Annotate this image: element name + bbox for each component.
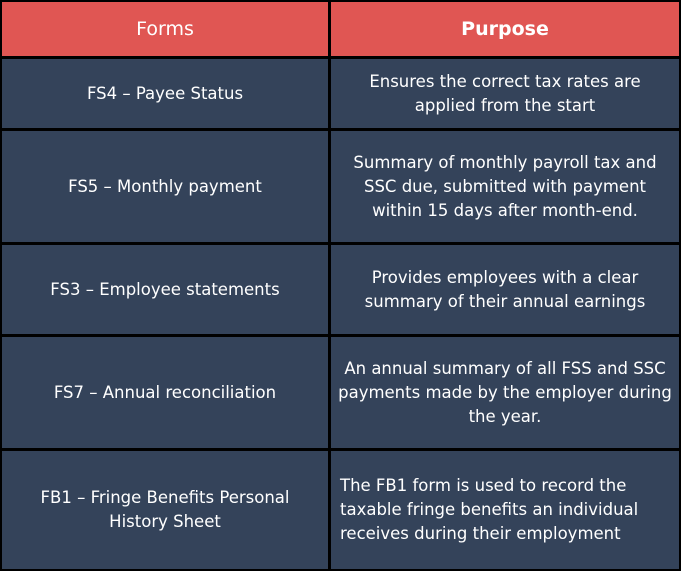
table-row-purpose [331,131,679,242]
header-forms [2,2,328,56]
header-purpose [331,2,679,56]
table-row-form [2,451,328,569]
form-purpose: Summary of monthly payroll tax and SSC due, submitted with payment within 15 days after month-end. [353,152,657,220]
form-name: FS7 – Annual reconciliation [53,382,277,402]
form-name: FS3 – Employee statements [50,279,280,299]
header-forms-label: Forms [136,18,194,40]
table-row-form [2,131,328,242]
form-name: FS4 – Payee Status [86,83,244,103]
form-purpose: Provides employees with a clear summary of their annual earnings [364,267,646,311]
form-purpose: The FB1 form is used to record the taxable fringe benefits an individual receives during their employment [340,476,639,543]
form-name: FS5 – Monthly payment [68,176,262,196]
table-row-form [2,59,328,128]
table-row-purpose [331,59,679,128]
form-purpose: An annual summary of all FSS and SSC payments made by the employer during the year. [338,358,672,426]
form-purpose: Ensures the correct tax rates are applied from the start [369,71,641,115]
header-purpose-label: Purpose [461,18,549,40]
form-name: FB1 – Fringe Benefits Personal History Sheet [40,488,290,531]
table-row-purpose [331,245,679,334]
table-row-form [2,245,328,334]
table-row-form [2,337,328,448]
table-row-purpose [331,337,679,448]
table-row-purpose [331,451,679,569]
